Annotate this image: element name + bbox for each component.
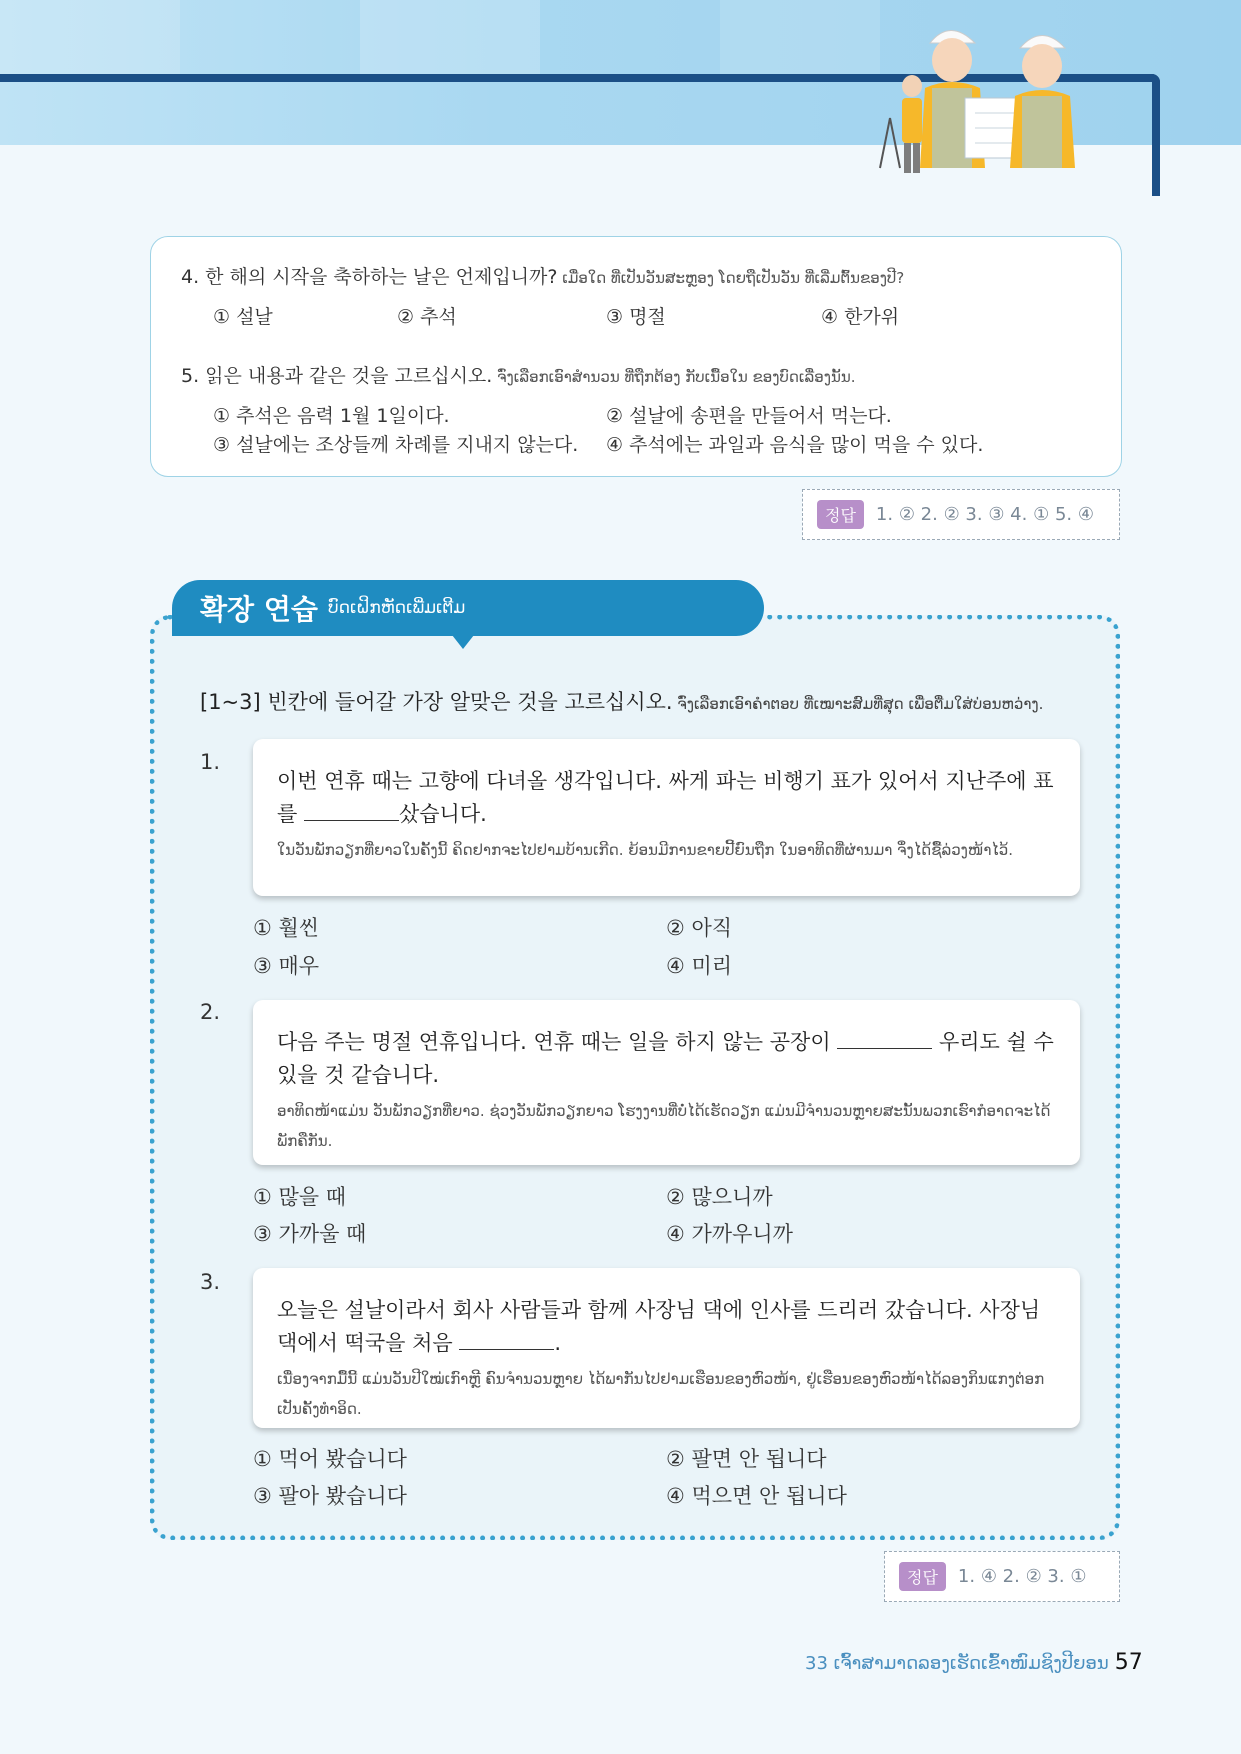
answer-key-2 <box>884 1551 1120 1602</box>
q5-option-2[interactable]: ② 설날에 송편을 만들어서 먹는다. <box>606 405 892 427</box>
header-rule-corner <box>1152 74 1160 196</box>
q4-option-1[interactable]: ① 설날 <box>213 306 273 328</box>
q4-option-4[interactable]: ④ 한가위 <box>821 306 900 328</box>
q4-option-2[interactable]: ② 추석 <box>397 306 457 328</box>
answer-text: 1. ② 2. ② 3. ③ 4. ① 5. ④ <box>875 504 1094 525</box>
page-footer <box>805 1650 1143 1675</box>
q5-option-4[interactable]: ④ 추석에는 과일과 음식을 많이 먹을 수 있다. <box>606 434 984 456</box>
question-5: 5. 읽은 내용과 같은 것을 고르십시오. ຈົ່ງເລືອກເອົາສໍານວນ ທີ່ຖືກຕ້ອງ ກັບເນື້ອໃນ ຂອງບົດເລື່ອງນັ້ນ. <box>181 365 856 387</box>
item-2-option-4[interactable]: ④ 가까우니까 <box>666 1222 793 1246</box>
blank-line <box>837 1030 932 1049</box>
item-1-number: 1. <box>200 750 221 774</box>
item-2-translation: ອາທິດໜ້າແມ່ນ ວັນພັກວຽກທີ່ຍາວ. ຊ່ວງວັນພັກວຽກຍາວ ໂຮງງານທີ່ບໍ່ໄດ້ເຮັດວຽກ ແມ່ນມີຈໍານວນຫຼາຍສະນັ້ນພວກເຮົາກໍອາດຈະໄດ້ພັກຄືກັນ. <box>277 1102 1051 1150</box>
item-1-option-1[interactable]: ① 훨씬 <box>253 916 320 940</box>
page-number: 57 <box>1114 1650 1143 1675</box>
item-1-option-2[interactable]: ② 아직 <box>666 916 733 940</box>
q5-option-1[interactable]: ① 추석은 음력 1월 1일이다. <box>213 405 450 427</box>
item-3-text: 오늘은 설날이라서 회사 사람들과 함께 사장님 댁에 인사를 드리러 갔습니다. 사장님 댁에서 떡국을 처음 . <box>277 1298 1041 1355</box>
item-3-number: 3. <box>200 1270 221 1294</box>
answer-text: 1. ④ 2. ② 3. ① <box>957 1566 1087 1587</box>
item-2-option-1[interactable]: ① 많을 때 <box>253 1185 347 1209</box>
section-title-lao: ບົດເຝິກຫັດເພີ່ມເຕີມ <box>327 598 466 618</box>
item-1-translation: ໃນວັນພັກວຽກທີ່ຍາວໃນຄັ້ງນີ້ ຄິດຢາກຈະໄປຢາມບ້ານເກີດ. ຍ້ອນມີການຂາຍປີ້ຍົນຖືກ ໃນອາທິດທີ່ຜ່ານມາ ຈຶ່ງໄດ້ຊື້ລ່ວງໜ້າໄວ້. <box>277 841 1014 859</box>
q5-option-3[interactable]: ③ 설날에는 조상들께 차례를 지내지 않는다. <box>213 434 579 456</box>
question-4: 4. 한 해의 시작을 축하하는 날은 언제입니까? ເມື່ອໃດ ທີ່ເປັນວັນສະຫຼອງ ໂດຍຖືເປັນວັນ ທີ່ເລີ່ມຕົ້ນຂອງປີ? <box>181 266 905 288</box>
answer-tag: 정답 <box>899 1562 946 1591</box>
item-2-text: 다음 주는 명절 연휴입니다. 연휴 때는 일을 하지 않는 공장이 우리도 쉴 수 있을 것 같습니다. <box>277 1030 1054 1087</box>
answer-key-1 <box>802 489 1120 540</box>
q4-option-3[interactable]: ③ 명절 <box>606 306 666 328</box>
item-1-text: 이번 연휴 때는 고향에 다녀올 생각입니다. 싸게 파는 비행기 표가 있어서 지난주에 표를 샀습니다. <box>277 769 1054 826</box>
worker-head-icon <box>902 75 922 97</box>
item-3-option-3[interactable]: ③ 팔아 봤습니다 <box>253 1484 407 1508</box>
item-3-translation: ເນື່ອງຈາກມື້ນີ້ ແມ່ນວັນປີໃໝ່ເກົາຫຼີ ຄົນຈໍານວນຫຼາຍ ໄດ້ພາກັນໄປຢາມເຮືອນຂອງຫົວໜ້າ, ຢູ່ເຮືອນຂອງຫົວໜ້າໄດ້ລອງກິນແກງຕ່ອກເປັນຄັ້ງທໍາອິດ. <box>277 1370 1045 1418</box>
instruction: [1~3] 빈칸에 들어갈 가장 알맞은 것을 고르십시오. ຈົ່ງເລືອກເອົາຄໍາຕອບ ທີ່ເໝາະສົມທີ່ສຸດ ເພື່ອຕື່ມໃສ່ບ່ອນຫວ່າງ. <box>200 690 1044 714</box>
chapter-title: 33 ເຈົ້າສາມາດລອງເຮັດເຂົ້າໜົມຊິງປີຍອນ <box>805 1653 1109 1674</box>
item-2-card <box>253 1000 1080 1165</box>
item-1-option-4[interactable]: ④ 미리 <box>666 954 733 978</box>
item-2-option-2[interactable]: ② 많으니까 <box>666 1185 773 1209</box>
blank-line <box>459 1331 554 1350</box>
extension-practice-tab <box>172 580 764 636</box>
item-2-number: 2. <box>200 1000 221 1024</box>
construction-workers-illustration <box>870 18 1120 183</box>
answer-tag: 정답 <box>817 500 864 529</box>
blank-line <box>304 802 399 821</box>
section-title: 확장 연습 <box>200 593 318 626</box>
item-3-option-2[interactable]: ② 팔면 안 됩니다 <box>666 1447 827 1471</box>
item-1-option-3[interactable]: ③ 매우 <box>253 954 320 978</box>
tab-pointer <box>452 635 474 649</box>
item-3-option-1[interactable]: ① 먹어 봤습니다 <box>253 1447 407 1471</box>
item-3-card <box>253 1268 1080 1428</box>
item-1-card <box>253 739 1080 896</box>
item-3-option-4[interactable]: ④ 먹으면 안 됩니다 <box>666 1484 847 1508</box>
item-2-option-3[interactable]: ③ 가까울 때 <box>253 1222 367 1246</box>
